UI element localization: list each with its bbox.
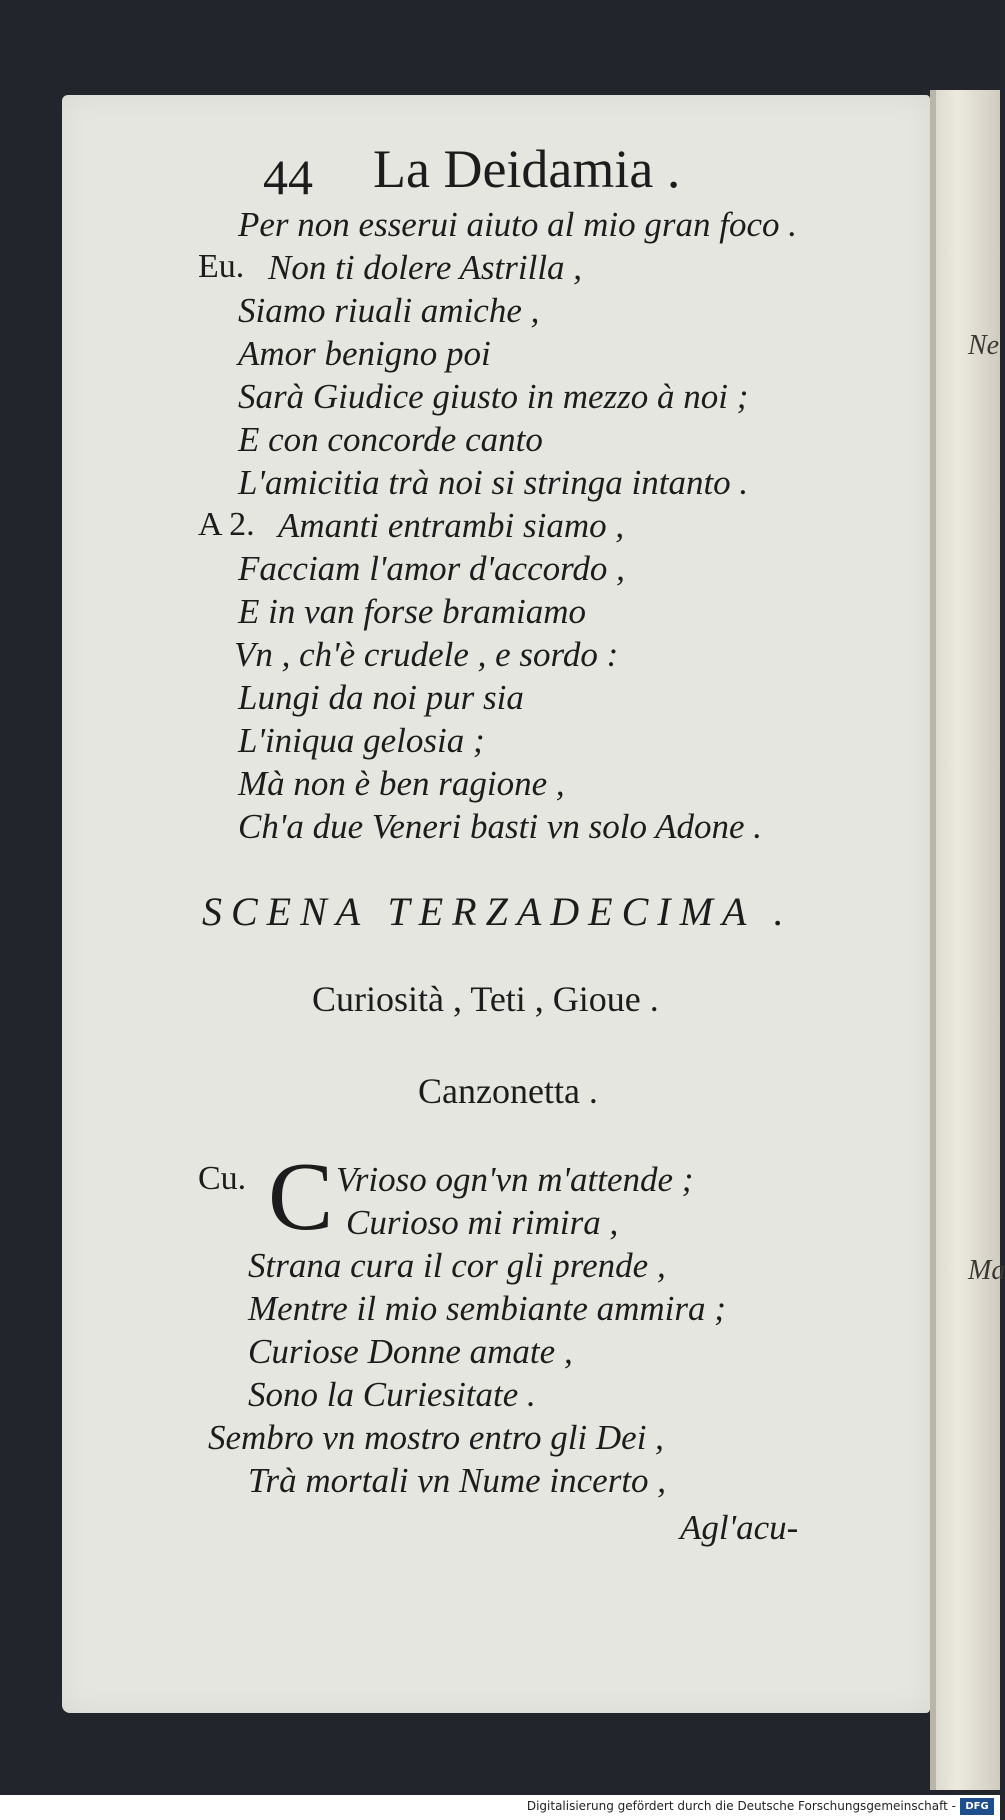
verse-line: Amanti entrambi siamo , — [278, 506, 625, 545]
verse-line: Facciam l'amor d'accordo , — [238, 549, 625, 588]
verse-line: Lungi da noi pur sia — [238, 678, 524, 717]
verse-line: Curiose Donne amate , — [248, 1332, 573, 1371]
verse-line: L'iniqua gelosia ; — [238, 721, 485, 760]
verse-line: Sembro vn mostro entro gli Dei , — [208, 1418, 664, 1457]
facing-page-edge — [930, 90, 1005, 1790]
running-title: La Deidamia . — [373, 139, 681, 199]
character-list: Curiosità , Teti , Gioue . — [312, 979, 659, 1019]
catchword: Agl'acu- — [680, 1508, 799, 1547]
verse-line: E in van forse bramiamo — [238, 592, 587, 631]
speaker-label: Cu. — [198, 1160, 247, 1197]
song-label: Canzonetta . — [418, 1071, 598, 1111]
verse-line: Sono la Curiesitate . — [248, 1375, 536, 1414]
speaker-label: A 2. — [198, 506, 255, 543]
facing-page-fragment: Ne — [968, 330, 1000, 361]
funding-credit: Digitalisierung gefördert durch die Deutsche Forschungsgemeinschaft - — [526, 1799, 956, 1813]
verse-line: Sarà Giudice giusto in mezzo à noi ; — [238, 377, 749, 416]
page-gutter — [930, 90, 936, 1790]
dfg-logo: DFG — [960, 1798, 994, 1815]
verse-line: Vn , ch'è crudele , e sordo : — [234, 635, 619, 674]
scene-heading: SCENA TERZADECIMA . — [202, 889, 793, 934]
verse-line: Siamo riuali amiche , — [238, 291, 540, 330]
verse-line: Trà mortali vn Nume incerto , — [248, 1461, 667, 1500]
verse-line: E con concorde canto — [238, 420, 543, 459]
verse-line: Amor benigno poi — [238, 334, 491, 373]
speaker-label: Eu. — [198, 248, 245, 285]
verse-line: Mà non è ben ragione , — [238, 764, 565, 803]
verse-line: Vrioso ogn'vn m'attende ; — [336, 1160, 694, 1199]
verse-line: L'amicitia trà noi si stringa intanto . — [238, 463, 749, 502]
verse-line: Ch'a due Veneri basti vn solo Adone . — [238, 807, 763, 846]
page-number: 44 — [263, 149, 313, 205]
verse-line: Mentre il mio sembiante ammira ; — [248, 1289, 726, 1328]
verse-line: Curioso mi rimira , — [346, 1203, 619, 1242]
drop-cap: C — [268, 1143, 334, 1251]
verse-line: Strana cura il cor gli prende , — [248, 1246, 666, 1285]
facing-page-fragment: Ma — [968, 1255, 1005, 1286]
footer-bar — [0, 1795, 1000, 1820]
verse-line: Non ti dolere Astrilla , — [268, 248, 583, 287]
verse-line: Per non esserui aiuto al mio gran foco . — [238, 205, 797, 244]
